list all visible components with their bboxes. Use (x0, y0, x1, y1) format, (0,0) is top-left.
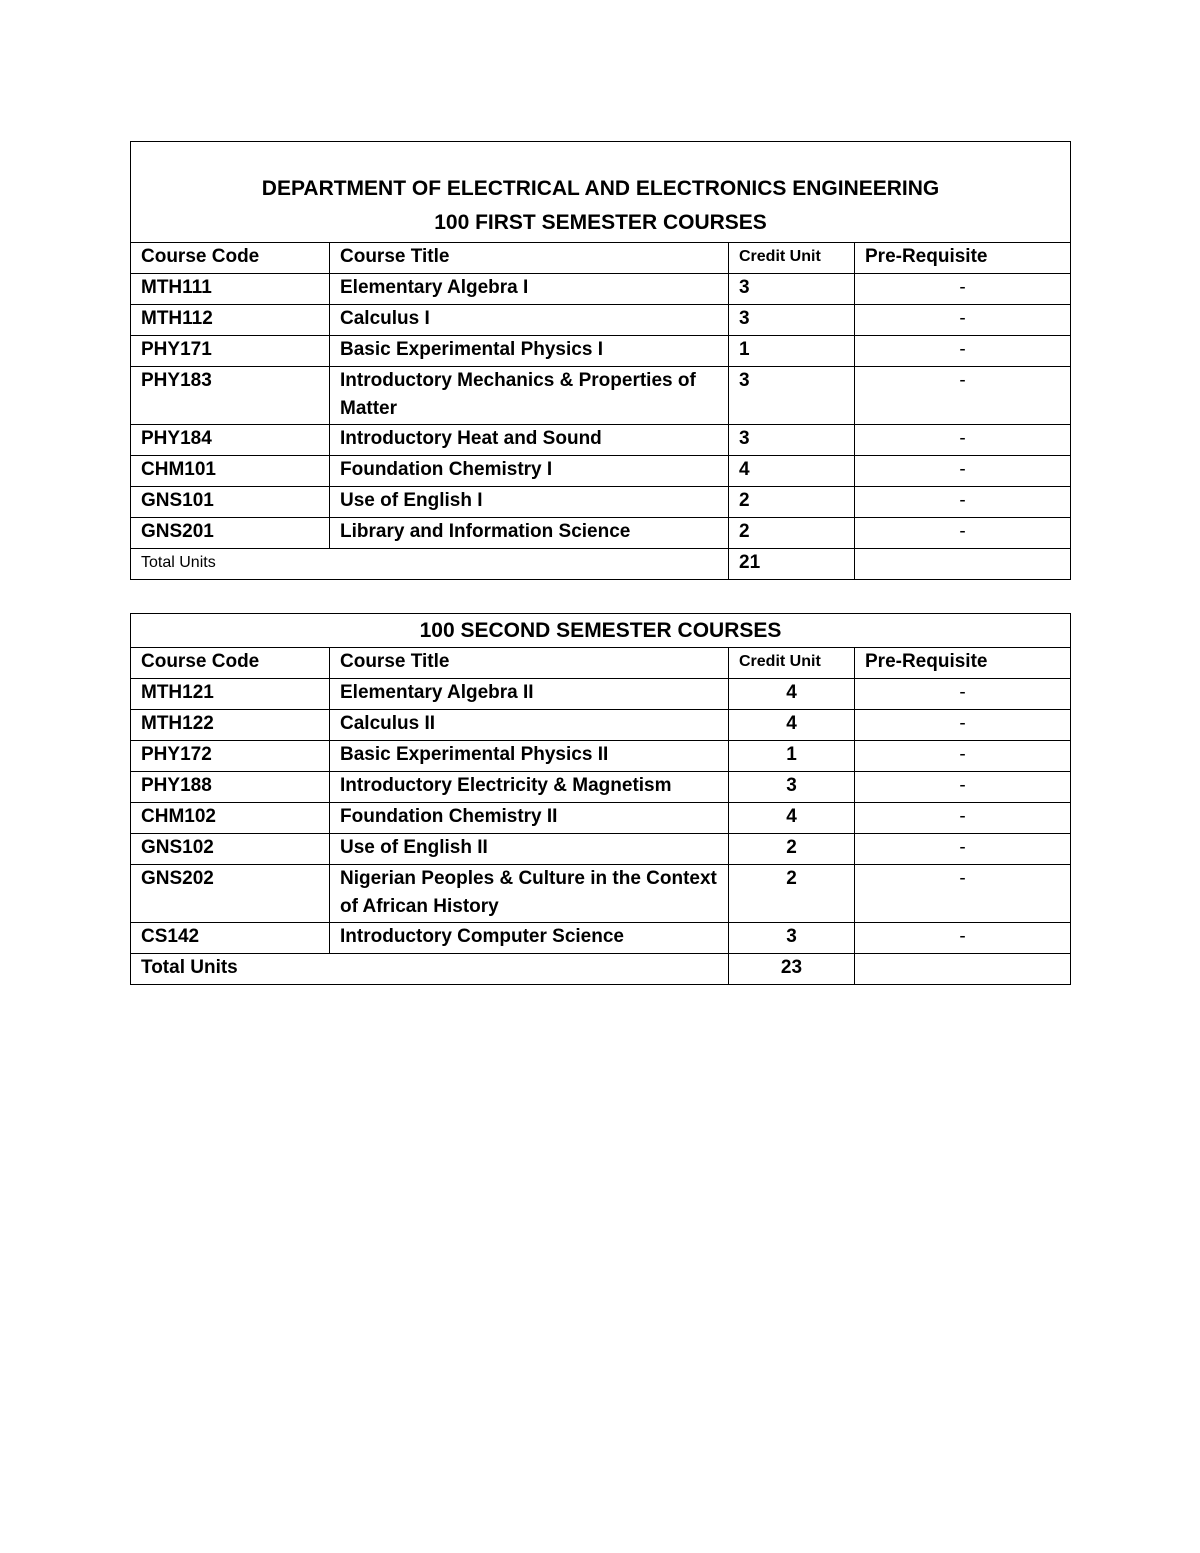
course-code: MTH121 (131, 679, 330, 710)
column-header-row (131, 648, 1071, 679)
course-code: MTH112 (131, 305, 330, 336)
table-title-cell (131, 142, 1071, 243)
credit-unit: 1 (729, 741, 855, 772)
pre-requisite: - (855, 923, 1071, 954)
course-title: Introductory Electricity & Magnetism (330, 772, 729, 803)
header-credit-unit: Credit Unit (729, 243, 855, 274)
table-row (131, 803, 1071, 834)
credit-unit: 3 (729, 425, 855, 456)
course-title: Introductory Mechanics & Properties of Matter (330, 367, 729, 425)
table-row (131, 518, 1071, 549)
credit-unit: 3 (729, 772, 855, 803)
table-row (131, 487, 1071, 518)
credit-unit: 4 (729, 710, 855, 741)
header-credit-unit: Credit Unit (729, 648, 855, 679)
first-semester-heading: 100 FIRST SEMESTER COURSES (434, 211, 767, 234)
header-pre-requisite: Pre-Requisite (855, 243, 1071, 274)
credit-unit: 4 (729, 456, 855, 487)
course-title: Use of English I (330, 487, 729, 518)
course-title: Basic Experimental Physics I (330, 336, 729, 367)
course-code: GNS101 (131, 487, 330, 518)
header-pre-requisite: Pre-Requisite (855, 648, 1071, 679)
table-title-row (131, 614, 1071, 648)
table-row (131, 367, 1071, 425)
pre-requisite: - (855, 487, 1071, 518)
second-semester-table (130, 613, 1071, 985)
credit-unit: 2 (729, 487, 855, 518)
course-title: Introductory Heat and Sound (330, 425, 729, 456)
pre-requisite: - (855, 456, 1071, 487)
table-row (131, 336, 1071, 367)
course-code: PHY172 (131, 741, 330, 772)
table-row (131, 274, 1071, 305)
table-row (131, 456, 1071, 487)
course-title: Foundation Chemistry I (330, 456, 729, 487)
course-code: PHY184 (131, 425, 330, 456)
course-code: GNS201 (131, 518, 330, 549)
pre-requisite: - (855, 305, 1071, 336)
pre-requisite: - (855, 710, 1071, 741)
credit-unit: 3 (729, 274, 855, 305)
table-row (131, 865, 1071, 923)
table-row (131, 679, 1071, 710)
course-title: Calculus I (330, 305, 729, 336)
pre-requisite: - (855, 518, 1071, 549)
credit-unit: 4 (729, 803, 855, 834)
table-row (131, 741, 1071, 772)
table-title-row (131, 142, 1071, 243)
first-semester-table (130, 141, 1071, 580)
pre-requisite: - (855, 367, 1071, 425)
pre-requisite: - (855, 834, 1071, 865)
course-title: Use of English II (330, 834, 729, 865)
credit-unit: 2 (729, 865, 855, 923)
course-code: MTH111 (131, 274, 330, 305)
course-code: MTH122 (131, 710, 330, 741)
department-title: DEPARTMENT OF ELECTRICAL AND ELECTRONICS ENGINEERING (261, 177, 940, 200)
course-title: Library and Information Science (330, 518, 729, 549)
course-title: Basic Experimental Physics II (330, 741, 729, 772)
course-title: Elementary Algebra II (330, 679, 729, 710)
total-row (131, 549, 1071, 580)
course-code: GNS202 (131, 865, 330, 923)
table-row (131, 834, 1071, 865)
course-code: CHM102 (131, 803, 330, 834)
course-code: CS142 (131, 923, 330, 954)
course-code: GNS102 (131, 834, 330, 865)
total-units-label: Total Units (131, 549, 729, 580)
total-units-value: 21 (729, 549, 855, 580)
table-row (131, 772, 1071, 803)
header-course-title: Course Title (330, 243, 729, 274)
total-units-label: Total Units (131, 954, 729, 985)
pre-requisite: - (855, 274, 1071, 305)
table-row (131, 305, 1071, 336)
course-title: Nigerian Peoples & Culture in the Context of African History (330, 865, 729, 923)
credit-unit: 4 (729, 679, 855, 710)
table-row (131, 425, 1071, 456)
header-course-code: Course Code (131, 648, 330, 679)
pre-requisite: - (855, 865, 1071, 923)
course-code: PHY188 (131, 772, 330, 803)
header-course-title: Course Title (330, 648, 729, 679)
table-row (131, 923, 1071, 954)
total-empty-cell (855, 549, 1071, 580)
header-course-code: Course Code (131, 243, 330, 274)
course-title: Foundation Chemistry II (330, 803, 729, 834)
credit-unit: 1 (729, 336, 855, 367)
pre-requisite: - (855, 425, 1071, 456)
pre-requisite: - (855, 741, 1071, 772)
pre-requisite: - (855, 679, 1071, 710)
pre-requisite: - (855, 772, 1071, 803)
course-title: Elementary Algebra I (330, 274, 729, 305)
credit-unit: 3 (729, 923, 855, 954)
credit-unit: 2 (729, 834, 855, 865)
course-code: PHY171 (131, 336, 330, 367)
credit-unit: 3 (729, 367, 855, 425)
pre-requisite: - (855, 336, 1071, 367)
table-row (131, 710, 1071, 741)
column-header-row (131, 243, 1071, 274)
pre-requisite: - (855, 803, 1071, 834)
course-code: CHM101 (131, 456, 330, 487)
credit-unit: 3 (729, 305, 855, 336)
credit-unit: 2 (729, 518, 855, 549)
total-empty-cell (855, 954, 1071, 985)
course-title: Introductory Computer Science (330, 923, 729, 954)
second-semester-heading: 100 SECOND SEMESTER COURSES (131, 614, 1071, 648)
course-code: PHY183 (131, 367, 330, 425)
course-title: Calculus II (330, 710, 729, 741)
total-units-value: 23 (729, 954, 855, 985)
total-row (131, 954, 1071, 985)
